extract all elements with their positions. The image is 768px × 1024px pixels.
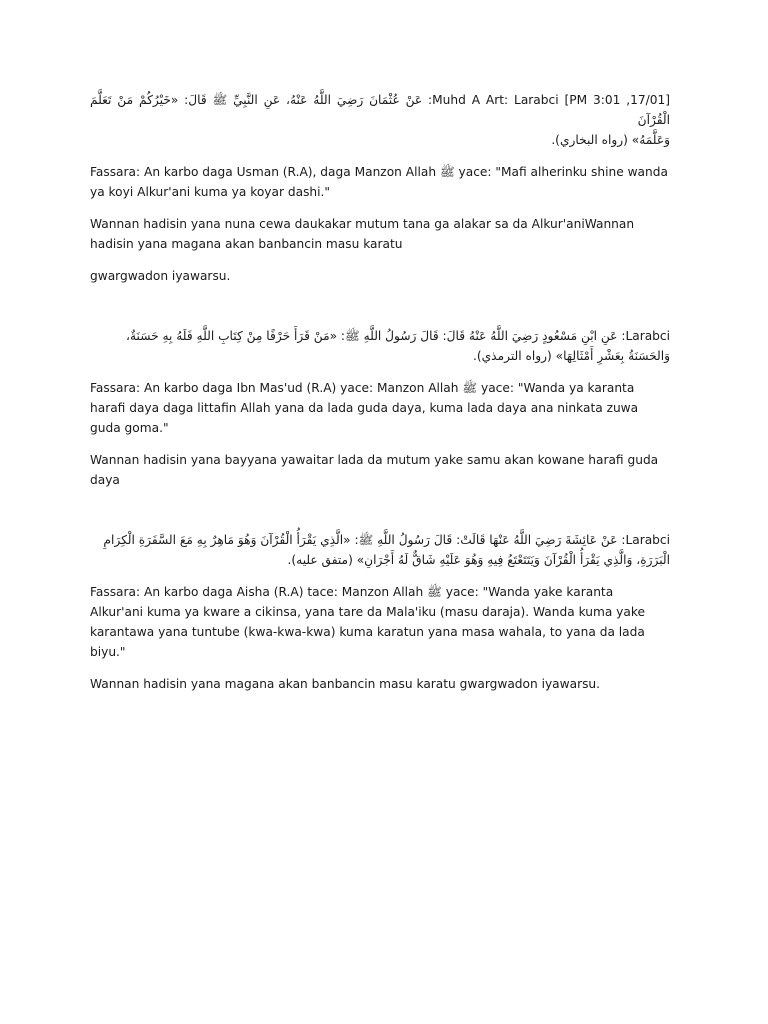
arabic-line: [17/01, 3:01 PM] Muhd A Art: Larabci: عَنْ عُثْمَانَ رَضِيَ اللَّهُ عَنْهُ، عَنِ النَّبِيِّ ﷺ قَالَ: «خَيْرُكُمْ مَنْ تَعَلَّمَ الْقُرْآنَ — [90, 93, 671, 127]
arabic-line: وَالحَسَنَةُ بِعَشْرِ أَمْثَالِهَا» (رواه الترمذي). — [473, 349, 670, 363]
arabic-text — [90, 326, 670, 366]
translation-text: Fassara: An karbo daga Usman (R.A), daga Manzon Allah ﷺ yace: "Mafi alherinku shine wanda ya koyi Alkur'ani kuma ya koyar dashi." — [90, 165, 668, 199]
hadith-section-1 — [90, 90, 670, 286]
commentary-text: gwargwadon iyawarsu. — [90, 269, 231, 283]
commentary-text: Wannan hadisin yana bayyana yawaitar lada da mutum yake samu akan kowane harafi guda daya — [90, 453, 659, 487]
commentary-text: Wannan hadisin yana nuna cewa daukakar mutum tana ga alakar sa da Alkur'aniWannan hadisin yana magana akan banbancin masu karatu — [90, 217, 635, 251]
arabic-line: Larabci: عَنْ عَائِشَةَ رَضِيَ اللَّهُ عَنْهَا قَالَتْ: قَالَ رَسُولُ اللَّهِ ﷺ: «الَّذِي يَقْرَأُ الْقُرْآنَ وَهُوَ مَاهِرٌ بِهِ مَعَ السَّفَرَةِ الْكِرَامِ — [103, 533, 670, 547]
arabic-line: الْبَرَرَةِ، وَالَّذِي يَقْرَأُ الْقُرْآنَ وَيَتَتَعْتَعُ فِيهِ وَهُوَ عَلَيْهِ شَاقٌّ لَهُ أَجْرَانِ» (متفق عليه). — [287, 553, 670, 567]
hadith-section-2 — [90, 326, 670, 490]
arabic-line: وَعَلَّمَهُ» (رواه البخاري). — [551, 133, 670, 147]
translation-text: Fassara: An karbo daga Ibn Mas'ud (R.A) yace: Manzon Allah ﷺ yace: "Wanda ya karanta harafi daya daga littafin Allah yana da lada guda daya, kuma lada daya ana ninkata zuwa guda goma." — [90, 381, 639, 435]
arabic-line: Larabci: عَنِ ابْنِ مَسْعُودٍ رَضِيَ اللَّهُ عَنْهُ قَالَ: قَالَ رَسُولُ اللَّهِ ﷺ: «مَنْ قَرَأَ حَرْفًا مِنْ كِتَابِ اللَّهِ فَلَهُ بِهِ حَسَنَةٌ، — [126, 329, 670, 343]
arabic-text — [90, 90, 670, 150]
arabic-text — [90, 530, 670, 570]
document-page — [90, 90, 670, 706]
hadith-section-3 — [90, 530, 670, 694]
translation-text: Fassara: An karbo daga Aisha (R.A) tace: Manzon Allah ﷺ yace: "Wanda yake karanta Alkur'ani kuma ya kware a cikinsa, yana tare da Mala'iku (masu daraja). Wanda kuma yake karantawa yana tuntube (kwa-kwa-kwa) kuma karatun yana masa wahala, to yana da lada biyu." — [90, 585, 645, 659]
commentary-text: Wannan hadisin yana magana akan banbancin masu karatu gwargwadon iyawarsu. — [90, 677, 601, 691]
